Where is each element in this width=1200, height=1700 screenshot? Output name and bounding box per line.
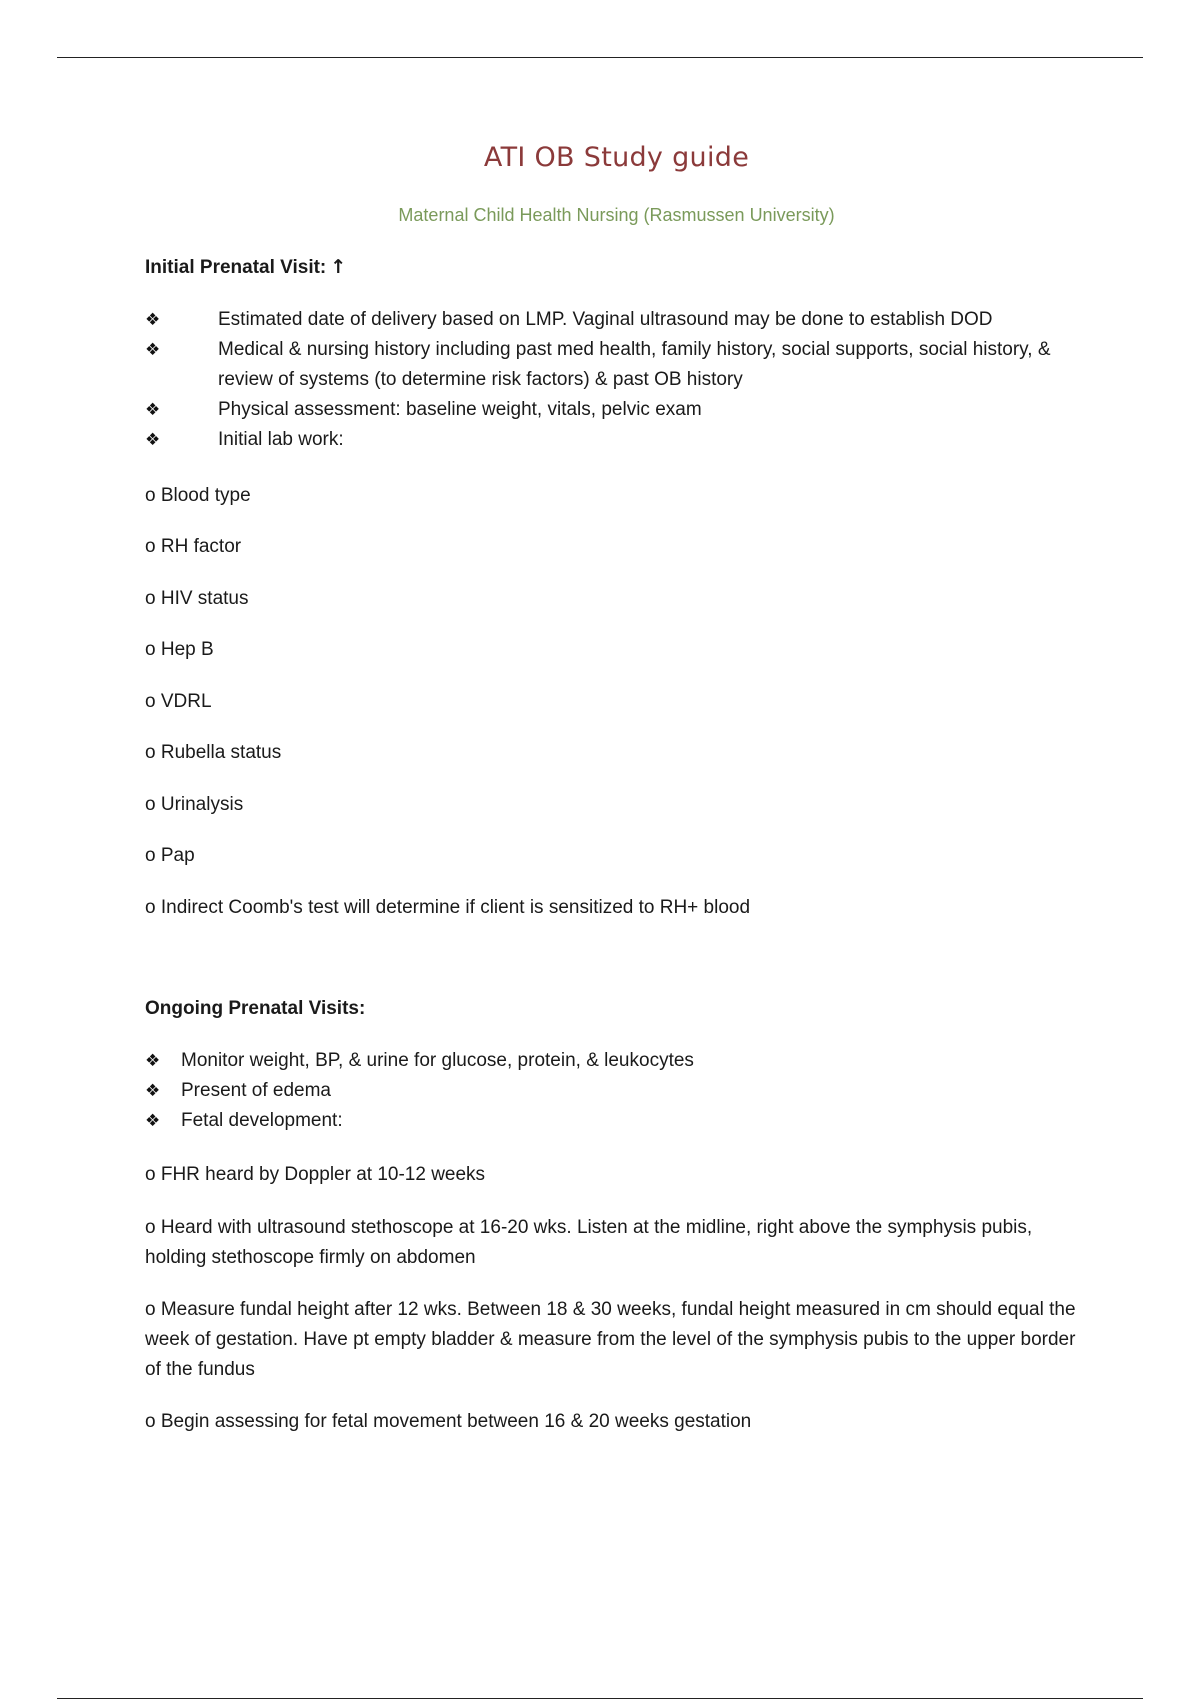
header-rule [57,57,1143,58]
initial-visit-heading: Initial Prenatal Visit: [145,257,327,278]
lab-item: o Indirect Coomb's test will determine if client is sensitized to RH+ blood [145,897,751,918]
document-subtitle: Maternal Child Health Nursing (Rasmussen University) [398,205,835,225]
ongoing-visit-heading-block [145,994,1085,1024]
list-item [145,305,1085,335]
diamond-bullet-icon: ❖ [145,400,161,420]
fetal-item: o Measure fundal height after 12 wks. Between 18 & 30 weeks, fundal height measured in cm should equal the week of gestation. Have pt empty bladder & measure from the level of the symphysis pubis to the upper border of the fundus [145,1299,1076,1380]
list-item [145,335,1085,395]
fetal-item: o Heard with ultrasound stethoscope at 16-20 wks. Listen at the midline, right above the symphysis pubis, holding stethoscope firmly on abdomen [145,1217,1033,1268]
bullet-text: Present of edema [181,1080,331,1101]
lab-item: o Blood type [145,485,251,506]
lab-item: o Urinalysis [145,794,244,815]
list-item [145,395,1085,425]
lab-item: o RH factor [145,536,242,557]
lab-item: o Hep B [145,639,214,660]
fetal-item: o FHR heard by Doppler at 10-12 weeks [145,1164,486,1185]
list-item [145,425,1085,455]
fetal-item: o Begin assessing for fetal movement between 16 & 20 weeks gestation [145,1411,752,1432]
diamond-bullet-icon: ❖ [145,1081,161,1101]
lab-item: o Rubella status [145,742,282,763]
bullet-text: Monitor weight, BP, & urine for glucose, protein, & leukocytes [181,1050,694,1071]
list-item [145,1106,1085,1136]
diamond-bullet-icon: ❖ [145,1051,161,1071]
document-title: ATI OB Study guide [483,142,750,173]
bullet-text: Fetal development: [181,1110,343,1131]
ongoing-visit-heading: Ongoing Prenatal Visits: [145,998,366,1019]
list-item [145,1076,1085,1106]
bullet-text: Initial lab work: [218,429,344,450]
diamond-bullet-icon: ❖ [145,430,161,450]
footer-rule [57,1698,1143,1699]
bullet-text: Physical assessment: baseline weight, vitals, pelvic exam [218,399,702,420]
lab-item: o HIV status [145,588,249,609]
initial-visit-bullets [145,305,1085,455]
bullet-text: Medical & nursing history including past med health, family history, social supports, social history, & review of systems (to determine risk factors) & past OB history [218,339,1051,390]
initial-visit-heading-block [145,252,1085,283]
diamond-bullet-icon: ❖ [145,1111,161,1131]
diamond-bullet-icon: ❖ [145,340,161,360]
arrow-up-icon: ↑ [330,256,347,278]
diamond-bullet-icon: ❖ [145,310,161,330]
list-item [145,1046,1085,1076]
lab-item: o VDRL [145,691,212,712]
ongoing-visit-bullets [145,1046,1085,1136]
lab-item: o Pap [145,845,195,866]
bullet-text: Estimated date of delivery based on LMP. Vaginal ultrasound may be done to establish DOD [218,309,993,330]
